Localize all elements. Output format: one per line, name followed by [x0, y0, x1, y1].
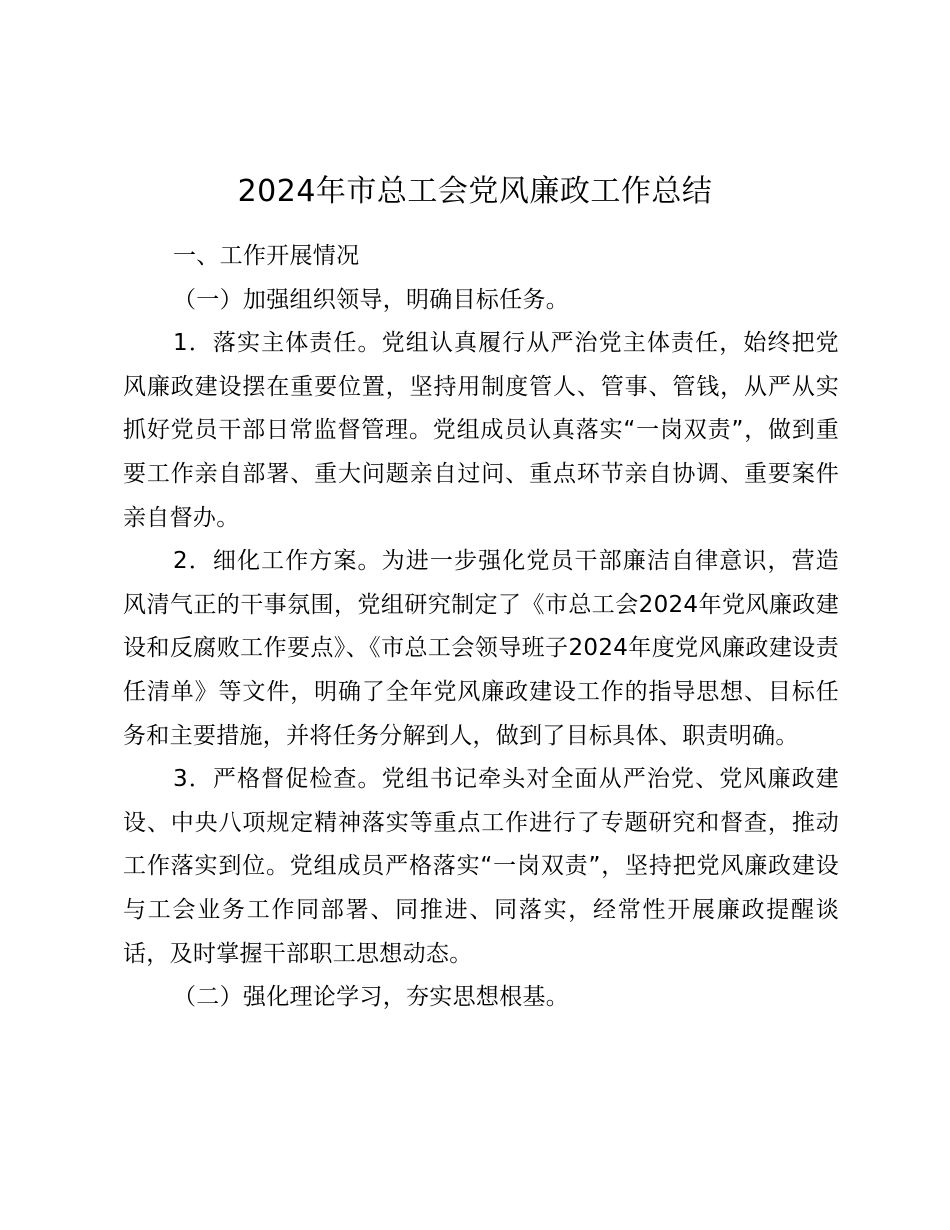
paragraph-item-1: 1．落实主体责任。党组认真履行从严治党主体责任，始终把党风廉政建设摆在重要位置，坚持用制度管人、管事、管钱，从严从实抓好党员干部日常监督管理。党组成员认真落实“一岗双责”，做到重要工作亲自部署、重大问题亲自过问、重点环节亲自协调、重要案件亲自督办。 — [123, 330, 839, 531]
subsection-heading-1: （一）加强组织领导，明确目标任务。 — [173, 286, 570, 313]
subsection-heading-2: （二）强化理论学习，夯实思想根基。 — [173, 984, 570, 1011]
paragraph-item-2: 2．细化工作方案。为进一步强化党员干部廉洁自律意识，营造风清气正的干事氛围，党组研究制定了《市总工会2024年党风廉政建设和反腐败工作要点》、《市总工会领导班子2024年度党风廉政建设责任清单》等文件，明确了全年党风廉政建设工作的指导思想、目标任务和主要措施，并将任务分解到人，做到了目标具体、职责明确。 — [123, 548, 839, 749]
document-title: 2024年市总工会党风廉政工作总结 — [237, 174, 713, 209]
document-body — [123, 235, 839, 1020]
paragraph-item-3: 3．严格督促检查。党组书记牵头对全面从严治党、党风廉政建设、中央八项规定精神落实等重点工作进行了专题研究和督查，推动工作落实到位。党组成员严格落实“一岗双责”，坚持把党风廉政建设与工会业务工作同部署、同推进、同落实，经常性开展廉政提醒谈话，及时掌握干部职工思想动态。 — [123, 766, 839, 967]
section-heading-1: 一、工作开展情况 — [173, 243, 360, 269]
